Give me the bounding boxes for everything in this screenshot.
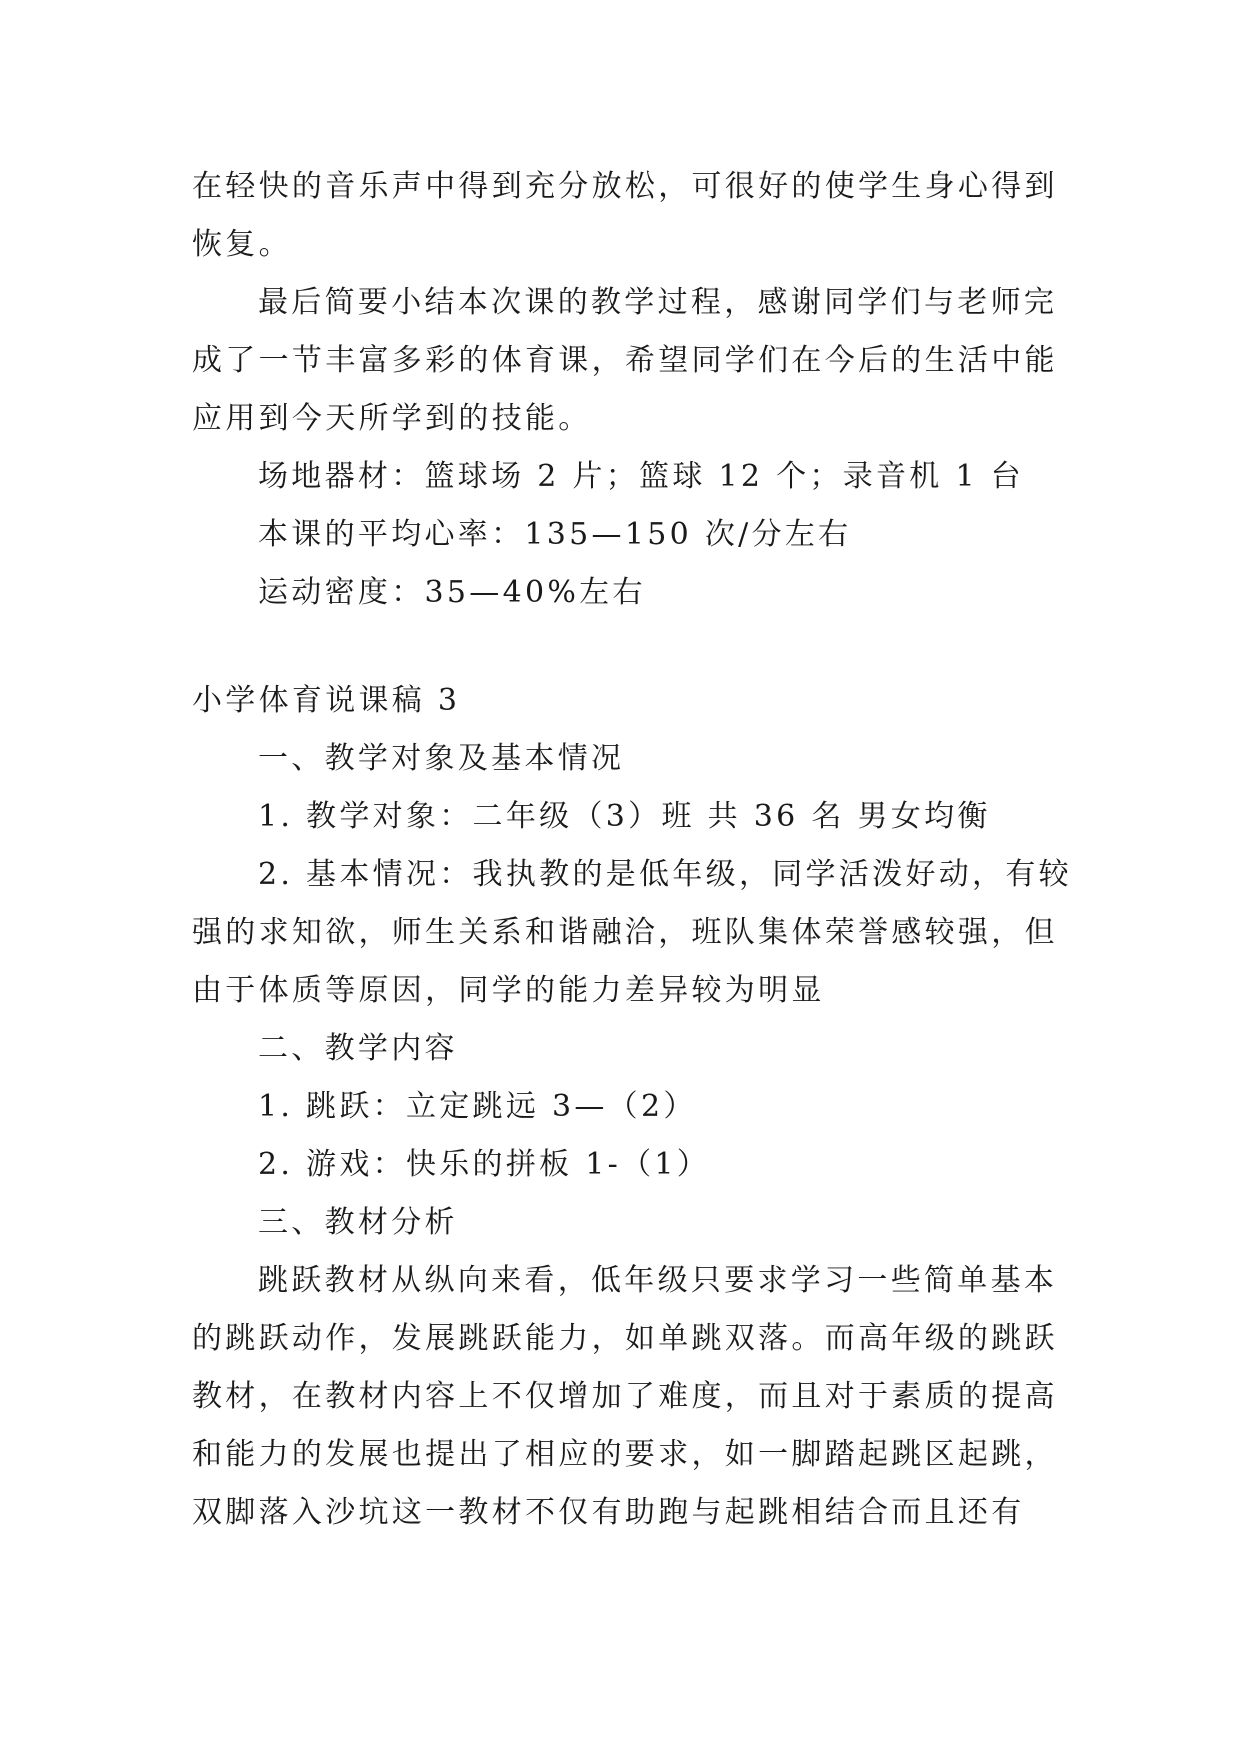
- section-spacer: [192, 622, 1062, 672]
- subheading-material-analysis: 三、教材分析: [258, 1205, 458, 1240]
- paragraph-line: 应用到今天所学到的技能。: [192, 401, 592, 436]
- paragraph-line: 教材，在教材内容上不仅增加了难度，而且对于素质的提高: [192, 1379, 1058, 1414]
- paragraph-line: 成了一节丰富多彩的体育课，希望同学们在今后的生活中能: [192, 343, 1058, 378]
- paragraph-line: 由于体质等原因，同学的能力差异较为明显: [192, 973, 825, 1008]
- paragraph-line: 的跳跃动作，发展跳跃能力，如单跳双落。而高年级的跳跃: [192, 1321, 1058, 1356]
- list-item: 2. 基本情况：我执教的是低年级，同学活泼好动，有较: [258, 857, 1072, 892]
- subheading-teaching-content: 二、教学内容: [258, 1031, 458, 1066]
- list-item: 1. 跳跃：立定跳远 3—（2）: [258, 1089, 697, 1124]
- paragraph-line: 恢复。: [192, 227, 292, 262]
- paragraph-line: 双脚落入沙坑这一教材不仅有助跑与起跳相结合而且还有: [192, 1495, 1025, 1530]
- paragraph-line: 跳跃教材从纵向来看，低年级只要求学习一些简单基本: [258, 1263, 1058, 1298]
- paragraph-line: 在轻快的音乐声中得到充分放松，可很好的使学生身心得到: [192, 169, 1058, 204]
- list-item: 2. 游戏：快乐的拼板 1-（1）: [258, 1147, 711, 1182]
- exercise-density-line: 运动密度：35—40%左右: [258, 575, 646, 610]
- subheading-teaching-object: 一、教学对象及基本情况: [258, 741, 625, 776]
- paragraph-line: 最后简要小结本次课的教学过程，感谢同学们与老师完: [258, 285, 1058, 320]
- paragraph-line: 和能力的发展也提出了相应的要求，如一脚踏起跳区起跳，: [192, 1437, 1058, 1472]
- section-title: 小学体育说课稿 3: [192, 683, 461, 718]
- document-body: [192, 158, 1072, 1542]
- heart-rate-line: 本课的平均心率：135—150 次/分左右: [258, 517, 852, 552]
- list-item: 1. 教学对象：二年级（3）班 共 36 名 男女均衡: [258, 799, 991, 834]
- equipment-line: 场地器材：篮球场 2 片；篮球 12 个；录音机 1 台: [258, 459, 1024, 494]
- paragraph-line: 强的求知欲，师生关系和谐融洽，班队集体荣誉感较强，但: [192, 915, 1058, 950]
